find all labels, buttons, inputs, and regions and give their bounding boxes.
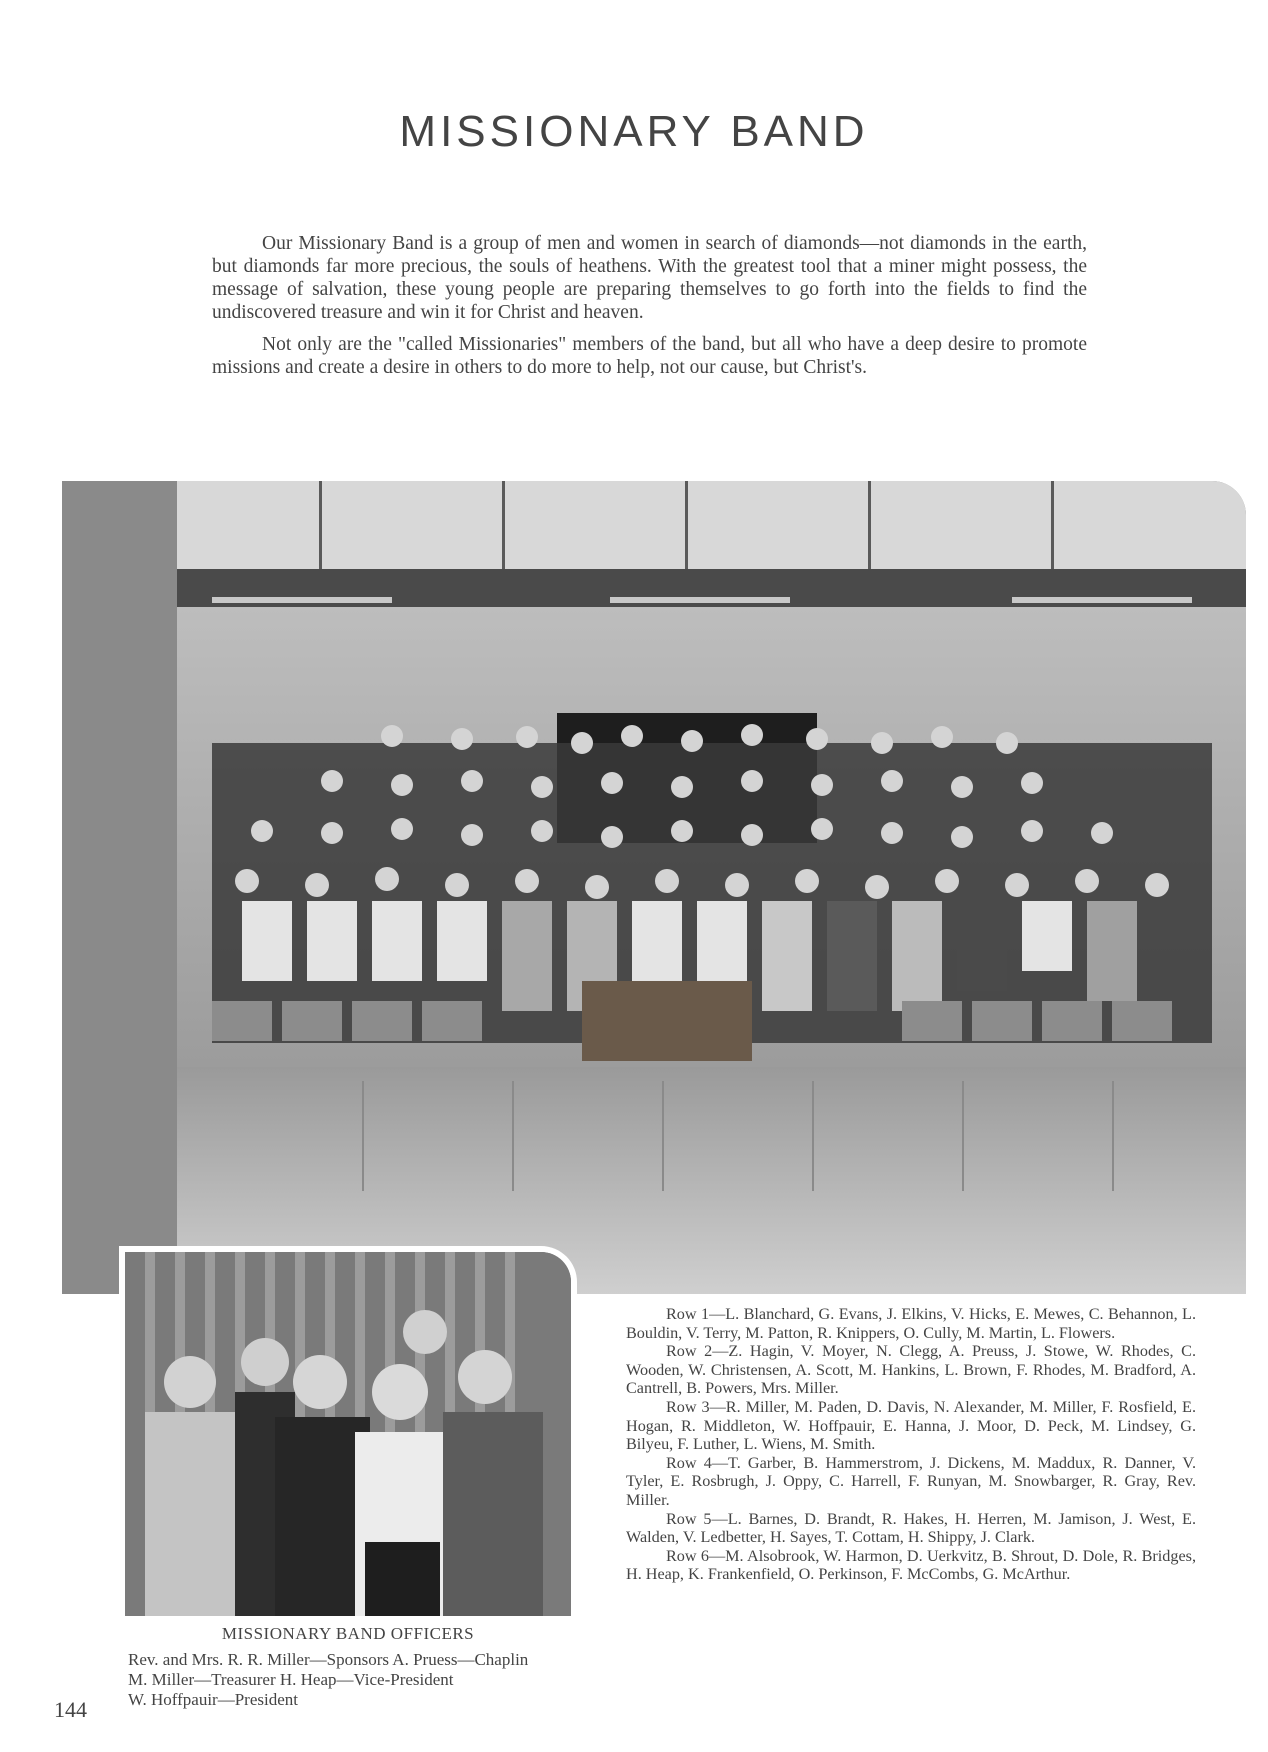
photo-piano: [582, 981, 752, 1061]
officers-caption-title: MISSIONARY BAND OFFICERS: [221, 1624, 475, 1643]
photo-left-strip: [62, 481, 177, 1294]
page-number: 144: [54, 1697, 87, 1722]
intro-paragraph: Not only are the "called Missionaries" members of the band, but all who have a deep desire to promote missions and create a desire in others to do more to help, not our cause, but Christ's.: [212, 334, 1087, 378]
member-roster: [626, 1305, 1196, 1584]
roster-row: Row 3—R. Miller, M. Paden, D. Davis, N. Alexander, M. Miller, F. Rosfield, E. Hogan, R. Middleton, W. Hoffpauir, E. Hanna, J. Moor, D. Peck, M. Lindsey, G. Bilyeu, F. Luther, L. Wiens, M. Smith.: [626, 1397, 1196, 1454]
roster-row: Row 4—T. Garber, B. Hammerstrom, J. Dickens, M. Maddux, R. Danner, V. Tyler, E. Rosbrugh, J. Oppy, C. Harrell, F. Runyan, M. Snowbarger, R. Gray, Rev. Miller.: [626, 1453, 1196, 1509]
roster-row: Row 5—L. Barnes, D. Brandt, R. Hakes, H. Herren, M. Jamison, J. West, E. Walden, V. Ledbetter, H. Sayes, T. Cottam, H. Shippy, J. Clark.: [626, 1509, 1196, 1547]
officers-caption-line: M. Miller—Treasurer H. Heap—Vice-President: [128, 1670, 454, 1689]
group-photo-image: [62, 481, 1246, 1294]
officers-caption: [128, 1624, 568, 1710]
officers-photo-image: [125, 1252, 571, 1616]
group-photo: [62, 481, 1246, 1294]
photo-windows: [177, 481, 1246, 569]
officers-caption-line: W. Hoffpauir—President: [128, 1690, 298, 1709]
officers-photo: [125, 1252, 571, 1616]
intro-text: [212, 232, 1087, 388]
roster-row: Row 1—L. Blanchard, G. Evans, J. Elkins, V. Hicks, E. Mewes, C. Behannon, L. Bouldin, V. Terry, M. Patton, R. Knippers, O. Cully, M. Martin, L. Flowers.: [626, 1305, 1196, 1342]
roster-row: Row 6—M. Alsobrook, W. Harmon, D. Uerkvitz, B. Shrout, D. Dole, R. Bridges, H. Heap, K. Frankenfield, O. Perkinson, F. McCombs, G. McArthur.: [626, 1546, 1196, 1584]
officers-caption-line: Rev. and Mrs. R. R. Miller—Sponsors A. Pruess—Chaplin: [128, 1650, 529, 1669]
intro-paragraph: Our Missionary Band is a group of men and women in search of diamonds—not diamonds in the earth, but diamonds far more precious, the souls of heathens. With the greatest tool that a miner might possess, the message of salvation, these young people are preparing themselves to go forth into the fields to find the undiscovered treasure and win it for Christ and heaven.: [212, 233, 1087, 323]
roster-row: Row 2—Z. Hagin, V. Moyer, N. Clegg, A. Preuss, J. Stowe, W. Rhodes, C. Wooden, W. Christensen, A. Scott, M. Hankins, L. Brown, F. Rhodes, M. Bradford, A. Cantrell, B. Powers, Mrs. Miller.: [626, 1342, 1196, 1398]
page-title: MISSIONARY BAND: [399, 107, 869, 157]
